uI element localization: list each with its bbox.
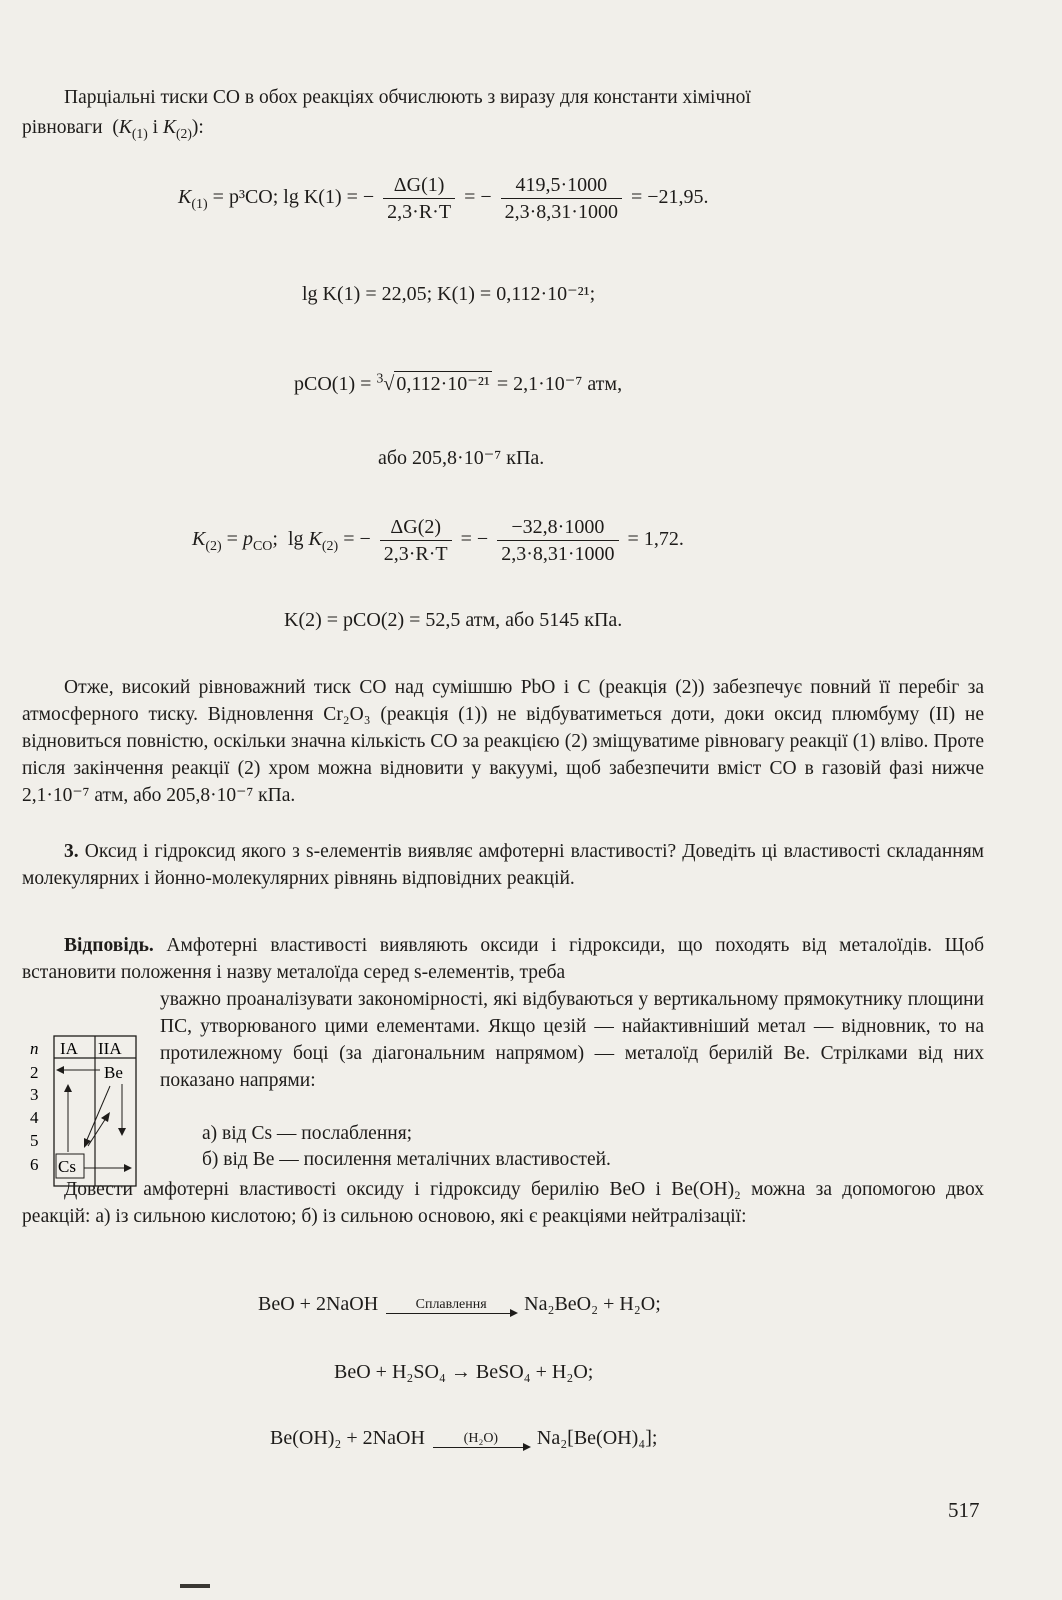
reaction-3-left: Be(OH)₂ + 2NaOH	[270, 1427, 425, 1449]
diagram-row-5: 5	[30, 1131, 39, 1150]
answer-paragraph-2	[160, 986, 984, 1094]
answer-item-b	[202, 1146, 984, 1173]
answer-item-a	[202, 1120, 984, 1147]
eq5-frac1-den: 2,3·R·T	[383, 543, 448, 565]
item-b-text: б) від Be — посилення металічних властивостей.	[202, 1149, 611, 1170]
print-smudge	[180, 1584, 210, 1588]
equation-k1: $K_{(1)} = p^3CO$; lg K(1) = − $\frac{\Delta G(1)}{2,3\cdot R\cdot T}$ = − $\frac{419,5\cdot 1000}{2,3\cdot 8,31\cdot 1000}$ = −21,95.	[178, 174, 709, 223]
eq1-result: = −21,95.	[630, 186, 709, 209]
diagram-row-3: 3	[30, 1085, 39, 1104]
equation-kpa1	[378, 444, 544, 472]
reaction-3	[270, 1424, 657, 1452]
diagram-cs: Cs	[58, 1157, 76, 1176]
eq1-frac1-den: 2,3·R·T	[387, 201, 452, 223]
answer-paragraph	[22, 932, 984, 986]
intro-text: Парціальні тиски CO в обох реакціях обчислюють з виразу для константи хімічної	[64, 87, 751, 108]
eq1-fraction-1	[383, 172, 455, 225]
arrow-cs-right-head	[124, 1164, 132, 1172]
equation-pco2	[284, 606, 622, 634]
arrow-be-left-head	[56, 1066, 64, 1074]
question-number: 3.	[64, 841, 79, 862]
eq4-text: або 205,8·10⁻⁷ кПа.	[378, 447, 545, 469]
diagram-col-iia: IIA	[98, 1039, 122, 1058]
reaction-1	[258, 1290, 661, 1318]
arrow-be-down-head	[118, 1128, 126, 1136]
root-index: 3	[376, 371, 384, 387]
arrow-diagonal-down	[86, 1086, 110, 1142]
reaction-3-condition: (H₂O)	[463, 1430, 499, 1446]
eq5-frac2-num: −32,8·1000	[497, 514, 618, 541]
diagram-row-6: 6	[30, 1155, 39, 1174]
eq5-fraction-1	[380, 514, 452, 567]
reaction-2	[334, 1358, 593, 1386]
answer-text-3: Довести амфотерні властивості оксиду і гідроксиду берилію BeO і Be(OH)₂ можна за допомогою двох реакцій: а) із сильною кислотою; б) із сильною основою, які є реакціями нейтралізації:	[22, 1179, 984, 1227]
eq1-left: = p³CO; lg K(1) = −	[212, 186, 375, 209]
eq5-frac1-num: ΔG(2)	[380, 514, 452, 541]
eq5-fraction-2	[497, 514, 618, 567]
reaction-2-text: BeO + H₂SO₄ → BeSO₄ + H₂O;	[334, 1361, 594, 1383]
reaction-1-right: Na₂BeO₂ + H₂O;	[524, 1293, 661, 1315]
intro-line-2: рівноваги ($K_{(1)}$ і $K_{(2)}$):	[22, 117, 204, 141]
diagram-row-4: 4	[30, 1108, 39, 1127]
question-text: Оксид і гідроксид якого з s-елементів виявляє амфотерні властивості? Доведіть ці властивості складанням молекулярних і йонно-молекулярних рівнянь відповідних реакцій.	[22, 841, 985, 889]
question-paragraph	[22, 838, 984, 892]
eq1-frac1-num: ΔG(1)	[383, 172, 455, 199]
eq1-frac2-den: 2,3·8,31·1000	[504, 201, 618, 223]
eq1-fraction-2	[501, 172, 622, 225]
reaction-1-condition: Сплавлення	[415, 1296, 487, 1312]
eq3-left: pCO(1) =	[294, 373, 372, 395]
diagram-col-ia: IA	[60, 1039, 78, 1058]
diagram-row-2: 2	[30, 1063, 39, 1082]
conclusion-text: Отже, високий рівноважний тиск CO над сумішшю PbO і C (реакція (2)) забезпечує повний її перебіг за атмосферного тиску. Відновлення Cr₂O₃ (реакція (1)) не відбуватиметься доти, доки оксид плюмбуму (II) не відновиться повністю, оскільки значна кількість CO за реакцією (2) зміщуватиме рівновагу реакції (1) вліво. Проте після закінчення реакції (2) хром можна відновити у вакуумі, щоб забезпечити вміст CO в газовій фазі нижче 2,1·10⁻⁷ атм, або 205,8·10⁻⁷ кПа.	[22, 677, 984, 806]
item-a-text: а) від Cs — послаблення;	[202, 1123, 413, 1144]
equation-lgk1	[302, 280, 595, 308]
answer-label: Відповідь.	[64, 935, 154, 956]
reaction-3-arrow	[433, 1431, 529, 1448]
conclusion-paragraph	[22, 674, 984, 809]
page-number: 517	[948, 1498, 980, 1522]
reaction-3-right: Na₂[Be(OH)₄];	[536, 1427, 658, 1449]
eq3-result: = 2,1·10⁻⁷ атм,	[496, 373, 623, 395]
reaction-1-left: BeO + 2NaOH	[258, 1293, 379, 1315]
reaction-1-arrow	[386, 1297, 516, 1314]
eq6-text: K(2) = pCO(2) = 52,5 атм, або 5145 кПа.	[284, 609, 623, 631]
intro-text-2: рівноваги	[22, 117, 103, 138]
diagram-n-label: n	[30, 1039, 39, 1058]
arrow-diagonal-up-head	[101, 1112, 110, 1122]
eq5-result: = 1,72.	[627, 528, 684, 551]
diagram-be: Be	[104, 1063, 123, 1082]
periodic-fragment-diagram	[26, 1034, 156, 1194]
equation-k2: $K_{(2)} = p_{CO}$; $\lg K_{(2)}$ = − $\frac{\Delta G(2)}{2,3\cdot R\cdot T}$ = − $\frac{-32,8\cdot 1000}{2,3\cdot 8,31\cdot 1000}$ = 1,72.	[192, 516, 684, 565]
eq5-frac2-den: 2,3·8,31·1000	[501, 543, 615, 565]
arrow-cs-up-head	[64, 1084, 72, 1092]
answer-text-1: Амфотерні властивості виявляють оксиди і гідроксиди, що походять від металоїдів. Щоб встановити положення і назву металоїда серед s-елементів, треба	[22, 935, 984, 983]
intro-line-1	[22, 84, 984, 111]
equation-pco1: pCO(1) = $^3$√ 0,112·10⁻²¹ = 2,1·10⁻⁷ атм,	[294, 371, 623, 395]
answer-paragraph-3	[22, 1176, 984, 1230]
eq1-frac2-num: 419,5·1000	[501, 172, 622, 199]
eq2-text: lg K(1) = 22,05; K(1) = 0,112·10⁻²¹;	[302, 283, 596, 305]
eq3-radicand: 0,112·10⁻²¹	[396, 373, 490, 395]
answer-text-2: уважно проаналізувати закономірності, які відбуваються у вертикальному прямокутнику площини ПС, утворюваного цими елементами. Якщо цезій — найактивніший метал — відновник, то на протилежному боці (за діагональним напрямом) — металоїд берилій Be. Стрілками від них показано напрями:	[160, 989, 984, 1091]
